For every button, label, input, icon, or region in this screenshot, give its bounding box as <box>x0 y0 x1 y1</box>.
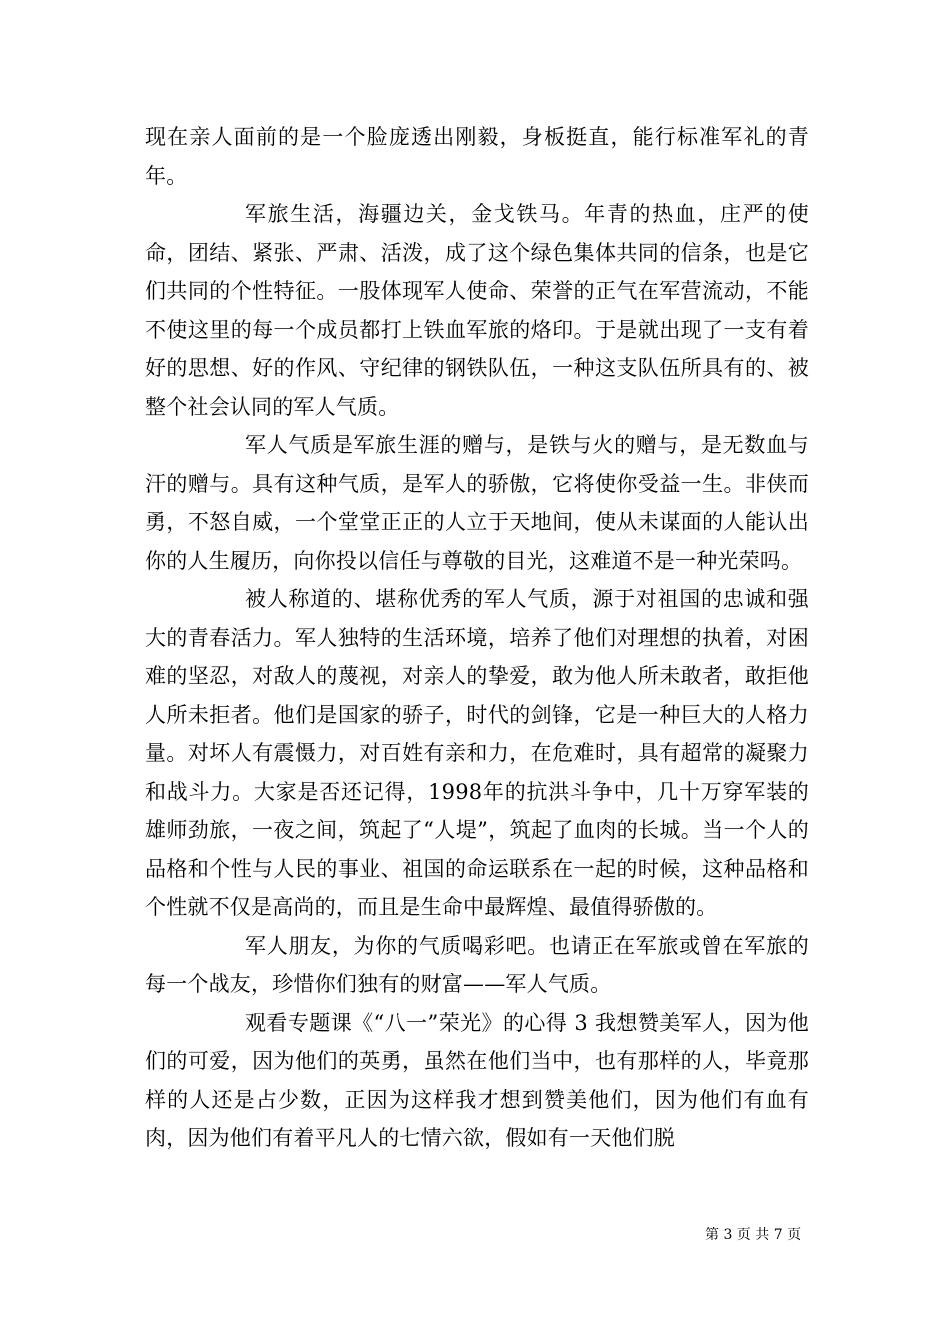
paragraph-2: 军旅生活，海疆边关，金戈铁马。年青的热血，庄严的使命，团结、紧张、严肃、活泼，成了这个绿色集体共同的信条，也是它们共同的个性特征。一股体现军人使命、荣誉的正气在军营流动，不能不使这里的每一个成员都打上铁血军旅的烙印。于是就出现了一支有着好的思想、好的作风、守纪律的钢铁队伍，一种这支队伍所具有的、被整个社会认同的军人气质。 <box>145 202 809 419</box>
document-page <box>145 118 809 1158</box>
paragraph-3: 军人气质是军旅生涯的赠与，是铁与火的赠与，是无数血与汗的赠与。具有这种气质，是军人的骄傲，它将使你受益一生。非侠而勇，不怒自威，一个堂堂正正的人立于天地间，使从未谋面的人能认出你的人生履历，向你投以信任与尊敬的目光，这难道不是一种光荣吗。 <box>145 433 809 573</box>
paragraph-1: 现在亲人面前的是一个脸庞透出刚毅，身板挺直，能行标准军礼的青年。 <box>145 125 809 188</box>
page-number-footer: 第 3 页 共 7 页 <box>705 1227 802 1243</box>
paragraph-6: 观看专题课《“八一”荣光》的心得 3 我想赞美军人，因为他们的可爱，因为他们的英勇，虽然在他们当中，也有那样的人，毕竟那样的人还是占少数，正因为这样我才想到赞美他们，因为他们有血有肉，因为他们有着平凡人的七情六欲，假如有一天他们脱 <box>145 1010 809 1150</box>
paragraph-4: 被人称道的、堪称优秀的军人气质，源于对祖国的忠诚和强大的青春活力。军人独特的生活环境，培养了他们对理想的执着，对困难的坚忍，对敌人的蔑视，对亲人的挚爱，敢为他人所未敢者，敢拒他人所未拒者。他们是国家的骄子，时代的剑锋，它是一种巨大的人格力量。对坏人有震慑力，对百姓有亲和力，在危难时，具有超常的凝聚力和战斗力。大家是否还记得，1998年的抗洪斗争中，几十万穿军装的雄师劲旅，一夜之间，筑起了“人堤”，筑起了血肉的长城。当一个人的品格和个性与人民的事业、祖国的命运联系在一起的时候，这种品格和个性就不仅是高尚的，而且是生命中最辉煌、最值得骄傲的。 <box>145 587 809 919</box>
paragraph-5: 军人朋友，为你的气质喝彩吧。也请正在军旅或曾在军旅的每一个战友，珍惜你们独有的财富——军人气质。 <box>145 933 809 996</box>
